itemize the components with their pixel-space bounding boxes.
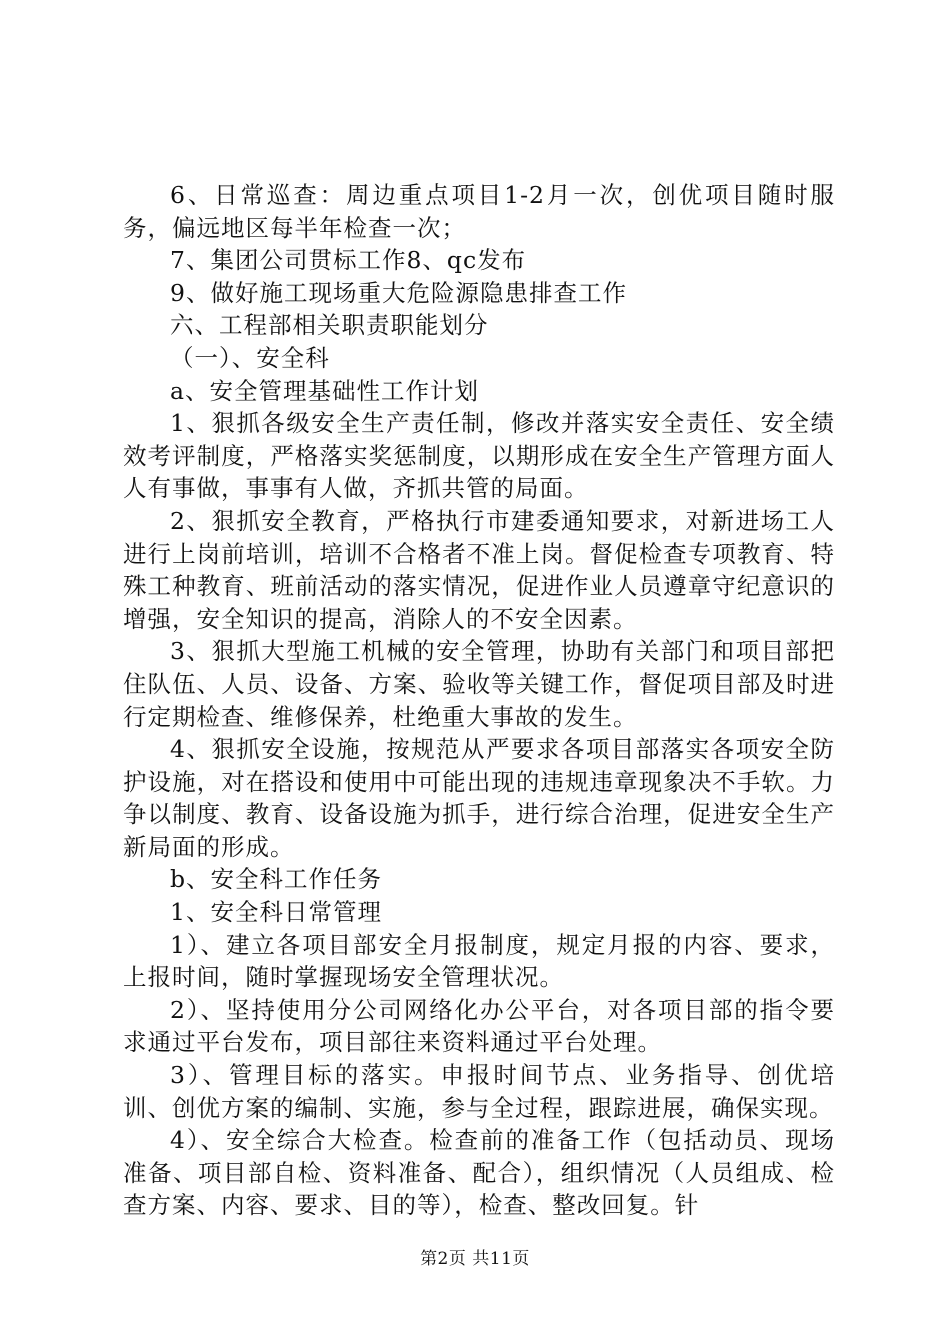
paragraph-office-platform: 2）、坚持使用分公司网络化办公平台，对各项目部的指令要求通过平台发布，项目部往来资料通过平台处理。 bbox=[123, 995, 835, 1057]
page-number-footer: 第2页 共11页 bbox=[420, 1249, 530, 1269]
section-heading-duties: 六、工程部相关职责职能划分 bbox=[170, 311, 489, 340]
paragraph-safety-education: 2、狠抓安全教育，严格执行市建委通知要求，对新进场工人进行上岗前培训，培训不合格者不准上岗。督促检查专项教育、特殊工种教育、班前活动的落实情况，促进作业人员遵章守纪意识的增强，安全知识的提高，消除人的不安全因素。 bbox=[123, 506, 835, 633]
heading-daily-management: 1、安全科日常管理 bbox=[170, 898, 382, 927]
subsection-heading-safety: （一）、安全科 bbox=[170, 343, 330, 372]
paragraph-safety-facilities: 4、狠抓安全设施，按规范从严要求各项目部落实各项安全防护设施，对在搭设和使用中可能出现的违规违章现象决不手软。力争以制度、教育、设备设施为抓手，进行综合治理，促进安全生产新局面的形成。 bbox=[123, 735, 835, 861]
heading-basic-work-plan: a、安全管理基础性工作计划 bbox=[170, 376, 480, 405]
paragraph-goal-implementation: 3）、管理目标的落实。申报时间节点、业务指导、创优培训、创优方案的编制、实施，参与全过程，跟踪进展，确保实现。 bbox=[123, 1061, 835, 1122]
paragraph-responsibility-system: 1、狠抓各级安全生产责任制，修改并落实安全责任、安全绩效考评制度，严格落实奖惩制度，以期形成在安全生产管理方面人人有事做，事事有人做，齐抓共管的局面。 bbox=[123, 409, 835, 503]
paragraph-monthly-report: 1）、建立各项目部安全月报制度，规定月报的内容、要求，上报时间，随时掌握现场安全管理状况。 bbox=[123, 930, 835, 992]
paragraph-comprehensive-inspection: 4）、安全综合大检查。检查前的准备工作（包括动员、现场准备、项目部自检、资料准备、配合），组织情况（人员组成、检查方案、内容、要求、目的等），检查、整改回复。针 bbox=[123, 1126, 835, 1220]
paragraph-machinery-safety: 3、狠抓大型施工机械的安全管理，协助有关部门和项目部把住队伍、人员、设备、方案、验收等关键工作，督促项目部及时进行定期检查、维修保养，杜绝重大事故的发生。 bbox=[123, 637, 835, 731]
paragraph-daily-inspection: 6、日常巡查：周边重点项目1-2月一次，创优项目随时服务，偏远地区每半年检查一次； bbox=[123, 181, 835, 242]
paragraph-hazard-check: 9、做好施工现场重大危险源隐患排查工作 bbox=[170, 278, 627, 307]
heading-safety-tasks: b、安全科工作任务 bbox=[170, 865, 383, 894]
document-body bbox=[123, 179, 835, 1222]
paragraph-group-standards: 7、集团公司贯标工作8、qc发布 bbox=[170, 246, 527, 275]
